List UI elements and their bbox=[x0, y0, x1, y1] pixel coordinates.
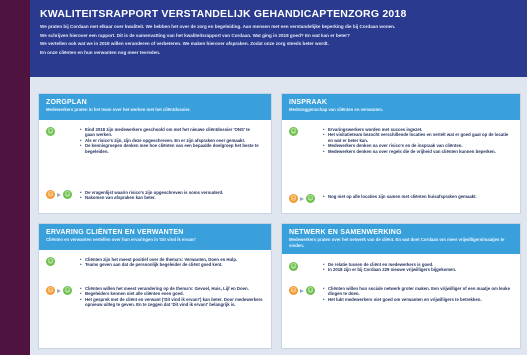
arrow-right-icon bbox=[300, 197, 304, 201]
smiley-icon: ☺ bbox=[64, 191, 71, 198]
card-header bbox=[282, 94, 520, 120]
improve-indicator bbox=[289, 286, 319, 295]
card-ervaring bbox=[38, 223, 272, 349]
improve-indicator bbox=[46, 286, 76, 295]
positive-group bbox=[46, 127, 260, 154]
positive-group bbox=[46, 257, 265, 268]
report-poster bbox=[30, 0, 527, 355]
smiley-icon: ☺ bbox=[290, 128, 297, 135]
card-header bbox=[39, 94, 271, 120]
list-item: • Het gesprek met de cliënt en verwant ('Dit vind ik ervan!') kan beter. Door medewerkers opnieuw uitleg te geven. En te zeggen dat 'Dit vind ik ervan!' belangrijk is. bbox=[80, 297, 265, 308]
report-title: KWALITEITSRAPPORT VERSTANDELIJK GEHANDICAPTENZORG 2018 bbox=[40, 8, 407, 20]
card-title: NETWERK EN SAMENWERKING bbox=[289, 229, 402, 236]
smiley-icon: ☺ bbox=[64, 287, 71, 294]
smiley-icon: ☺ bbox=[307, 287, 314, 294]
intro-line-2: We schrijven hierover een rapport. Dit is de samenvatting van het kwaliteitsrapport van Cordaan. Wat ging in 2018 goed? En wat kan er beter? bbox=[40, 32, 350, 38]
card-header bbox=[39, 224, 271, 250]
arrow-right-icon bbox=[300, 289, 304, 293]
bullet-list bbox=[80, 127, 260, 154]
card-subtitle: Medewerkers praten in het team over het werken met het cliëntdossier. bbox=[46, 107, 191, 112]
improve-group bbox=[46, 286, 265, 308]
smiley-icon: ☺ bbox=[290, 263, 297, 270]
card-subtitle: Medezeggenschap van cliënten en verwanten. bbox=[289, 107, 384, 112]
list-item: • Eind 2018 zijn medewerkers geschoold om met het nieuwe cliëntdossier 'ONS' te gaan werken. bbox=[80, 127, 260, 138]
sad-face-icon: ☹ bbox=[290, 287, 297, 294]
intro-line-1: We praten bij Cordaan met elkaar over kwaliteit. We hebben het over de zorg en begeleiding. Aan mensen met een verstandelijke beperking die bij Cordaan wonen. bbox=[40, 24, 396, 29]
report-header bbox=[30, 0, 527, 77]
positive-indicator bbox=[289, 127, 319, 136]
list-item: • Het lukt medewerkers niet goed om verwanten en vrijwilligers te betrekken. bbox=[323, 297, 513, 302]
smiley-icon: ☺ bbox=[47, 128, 54, 135]
list-item: • Nakomen van afspraken kan beter. bbox=[80, 195, 260, 200]
positive-group bbox=[289, 262, 513, 273]
list-item: • Nog niet op alle locaties zijn samen met cliënten huisafspraken gemaakt. bbox=[323, 194, 513, 199]
list-item: • Medewerkers denken na over risico's en de inspraak van cliënten. bbox=[323, 143, 513, 148]
list-item: • Begeleiders kennen niet alle cliënten even goed. bbox=[80, 291, 265, 296]
list-item: • Het visitatieteam bezocht verschillende locaties en vertelt wat er goed gaat op de locatie en wat er beter kan. bbox=[323, 132, 513, 143]
positive-group bbox=[289, 127, 513, 154]
sad-face-icon: ☹ bbox=[290, 195, 297, 202]
list-item: • Cliënten willen het meest verandering op de thema's: Gevoel, Huis, Lijf en Doen. bbox=[80, 286, 265, 291]
list-item: • Teams geven aan dat de persoonlijk begeleider de cliënt goed kent. bbox=[80, 262, 265, 267]
card-title: ZORGPLAN bbox=[46, 99, 87, 106]
improve-group bbox=[46, 190, 260, 201]
sad-face-icon: ☹ bbox=[47, 191, 54, 198]
positive-indicator bbox=[46, 257, 76, 266]
intro-line-3: We vertellen ook wat we in 2019 willen veranderen of verbeteren. We maken hierover afspraken. Zodat onze zorg steeds beter wordt. bbox=[40, 41, 329, 47]
bullet-list bbox=[323, 194, 513, 199]
card-title: INSPRAAK bbox=[289, 99, 328, 106]
card-header bbox=[282, 224, 520, 254]
bullet-list bbox=[80, 190, 260, 201]
dark-frame bbox=[0, 0, 30, 355]
list-item: • In 2018 zijn er bij Cordaan 229 nieuwe vrijwilligers bijgekomen. bbox=[323, 267, 513, 272]
bullet-list bbox=[80, 257, 265, 268]
positive-indicator bbox=[46, 127, 76, 136]
list-item: • Cliënten zijn het meest positief over de thema's: Verwanten, Doen en Hulp. bbox=[80, 257, 265, 262]
list-item: • De vragenlijst waarin risico's zijn opgeschreven is soms verouderd. bbox=[80, 190, 260, 195]
card-subtitle: Medewerkers praten over het netwerk van de cliënt. En wat doet Cordaan om meer vrijwilligers/maatjes te vinden. bbox=[289, 237, 505, 248]
card-inspraak bbox=[281, 93, 521, 214]
card-zorgplan bbox=[38, 93, 272, 214]
sad-face-icon: ☹ bbox=[47, 287, 54, 294]
smiley-icon: ☺ bbox=[307, 195, 314, 202]
list-item: • Cliënten willen hun sociale netwerk groter maken. Een vrijwilliger of een maatje om leuke dingen te doen. bbox=[323, 286, 513, 297]
card-title: ERVARING CLIËNTEN EN VERWANTEN bbox=[46, 229, 184, 236]
positive-indicator bbox=[289, 262, 319, 271]
list-item: • De kennisgroepen denken mee hoe cliënten van een bepaalde doelgroep het beste te begeleiden. bbox=[80, 143, 260, 154]
list-item: • De relatie tussen de cliënt en medewerkers is goed. bbox=[323, 262, 513, 267]
bullet-list bbox=[323, 127, 513, 154]
improve-group bbox=[289, 194, 513, 203]
card-subtitle: Cliënten en verwanten vertellen over hun ervaringen in 'Dit vind ik ervan!' bbox=[46, 237, 196, 242]
bullet-list bbox=[80, 286, 265, 308]
improve-indicator bbox=[289, 194, 319, 203]
card-netwerk bbox=[281, 223, 521, 349]
smiley-icon: ☺ bbox=[47, 258, 54, 265]
list-item: • Ervaringswerkers worden met succes ingezet. bbox=[323, 127, 513, 132]
list-item: • Medewerkers denken na over regels die de vrijheid van cliënten kunnen beperken. bbox=[323, 149, 513, 154]
bullet-list bbox=[323, 286, 513, 302]
arrow-right-icon bbox=[57, 193, 61, 197]
list-item: • Als er risico's zijn, zijn deze opgeschreven. En er zijn afspraken over gemaakt. bbox=[80, 138, 260, 143]
arrow-right-icon bbox=[57, 289, 61, 293]
intro-line-4: En onze cliënten en hun verwanten nog meer tevreden. bbox=[40, 49, 161, 55]
improve-group bbox=[289, 286, 513, 302]
improve-indicator bbox=[46, 190, 76, 199]
bullet-list bbox=[323, 262, 513, 273]
